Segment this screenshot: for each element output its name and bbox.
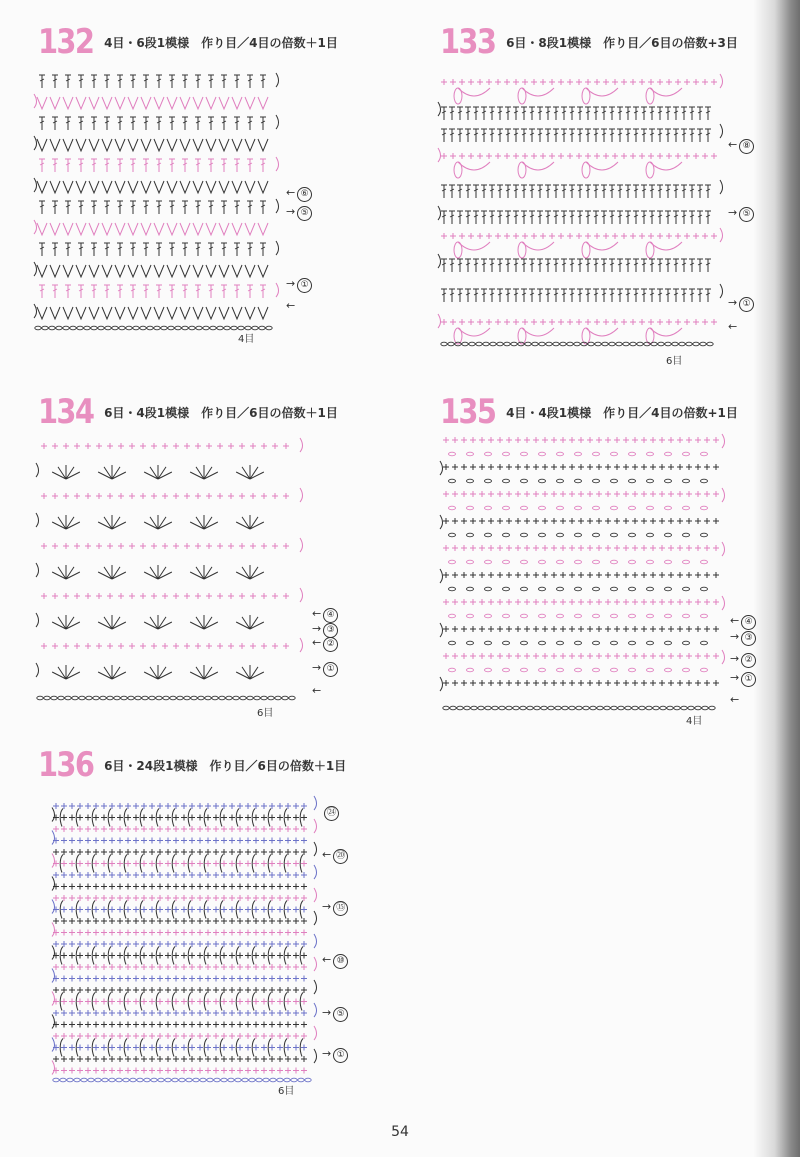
- row-label: → ①: [312, 661, 338, 677]
- row-label: ← ⑳: [322, 848, 348, 864]
- row-label: ← ②: [312, 636, 338, 652]
- page-number: 54: [391, 1124, 409, 1140]
- repeat-label: 4目: [238, 334, 255, 345]
- row-label: → ①: [730, 671, 756, 687]
- pattern-133-header: [440, 22, 738, 62]
- row-label: ← ⑩: [322, 953, 348, 969]
- row-label: ←: [312, 684, 322, 697]
- row-label: → ⑮: [322, 900, 348, 916]
- row-label: ←: [728, 320, 738, 333]
- crochet-chart-136: [52, 800, 322, 1086]
- pattern-number: 135: [440, 392, 496, 432]
- book-spine-shadow: [754, 0, 800, 1157]
- pattern-number: 136: [38, 745, 94, 785]
- pattern-135-header: [440, 392, 738, 432]
- repeat-label: 6目: [257, 708, 274, 719]
- row-label: ← ⑥: [286, 186, 312, 202]
- pattern-description: 4目・4段1模様 作り目／4目の倍数+1目: [506, 405, 738, 420]
- row-label: ← ④: [730, 614, 756, 630]
- pattern-description: 4目・6段1模様 作り目／4目の倍数＋1目: [104, 35, 338, 50]
- row-label: ㉔: [322, 805, 339, 821]
- pattern-number: 134: [38, 392, 94, 432]
- pattern-132-header: [38, 22, 338, 62]
- pattern-134-header: [38, 392, 338, 432]
- row-label: → ①: [286, 277, 312, 293]
- row-label: → ⑤: [286, 205, 312, 221]
- pattern-description: 6目・24段1模様 作り目／6目の倍数＋1目: [104, 758, 347, 773]
- row-label: → ①: [728, 296, 754, 312]
- repeat-label: 6目: [278, 1086, 295, 1097]
- row-label: ←: [286, 299, 296, 312]
- crochet-chart-134: [36, 436, 308, 702]
- row-label: ← ⑧: [728, 138, 754, 154]
- pattern-description: 6目・8段1模様 作り目／6目の倍数+3目: [506, 35, 738, 50]
- pattern-136-header: [38, 745, 346, 785]
- repeat-label: 4目: [686, 716, 703, 727]
- pattern-description: 6目・4段1模様 作り目／6目の倍数＋1目: [104, 405, 338, 420]
- crochet-chart-133: [438, 70, 726, 352]
- row-label: → ②: [730, 652, 756, 668]
- crochet-chart-132: [34, 70, 284, 340]
- row-label: ← ④: [312, 607, 338, 623]
- repeat-label: 6目: [666, 356, 683, 367]
- row-label: → ①: [322, 1047, 348, 1063]
- row-label: → ③: [730, 630, 756, 646]
- row-label: → ③: [312, 622, 338, 638]
- row-label: ←: [730, 693, 740, 706]
- row-label: → ⑤: [322, 1006, 348, 1022]
- crochet-chart-135: [440, 432, 728, 714]
- pattern-number: 133: [440, 22, 496, 62]
- pattern-number: 132: [38, 22, 94, 62]
- row-label: → ⑤: [728, 206, 754, 222]
